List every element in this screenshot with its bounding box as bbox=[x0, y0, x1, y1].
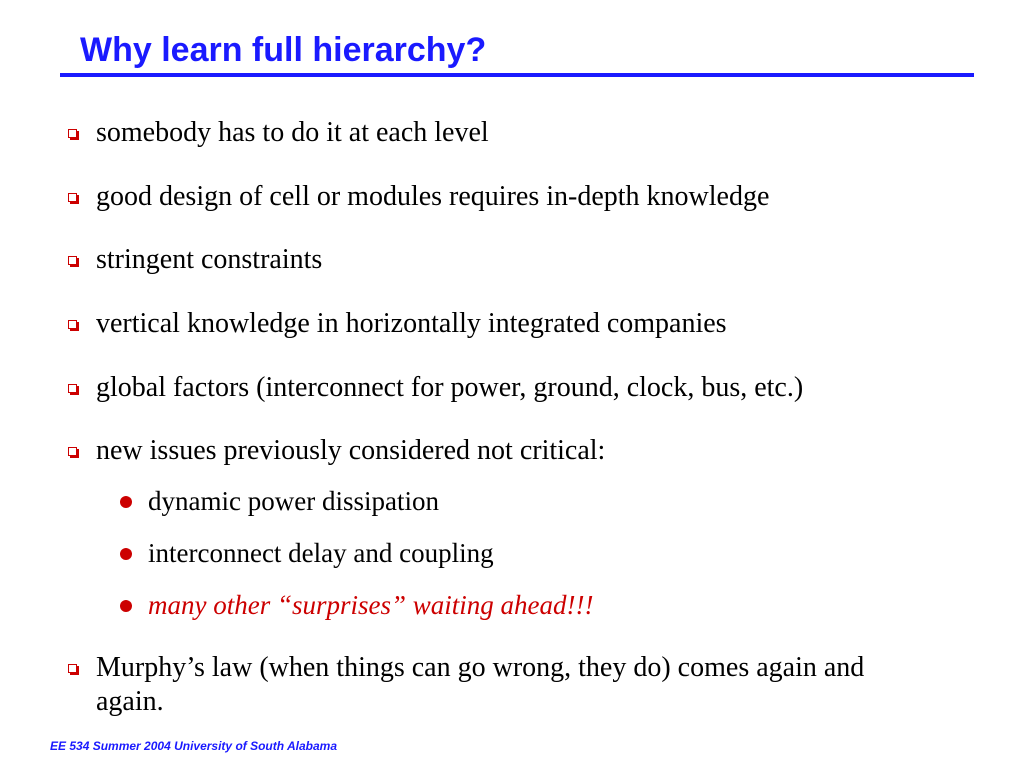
bullet-item bbox=[68, 180, 769, 214]
bullet-item bbox=[68, 651, 926, 719]
sub-bullet-item bbox=[120, 588, 594, 622]
bullet-text: global factors (interconnect for power, ground, clock, bus, etc.) bbox=[96, 372, 804, 403]
sub-bullet-text: dynamic power dissipation bbox=[148, 486, 439, 516]
dot-bullet-icon bbox=[120, 600, 132, 612]
dot-bullet-icon bbox=[120, 496, 132, 508]
square-bullet-icon bbox=[68, 447, 77, 456]
dot-bullet-icon bbox=[120, 548, 132, 560]
square-bullet-icon bbox=[68, 256, 77, 265]
bullet-item bbox=[68, 116, 489, 150]
bullet-item bbox=[68, 307, 727, 341]
bullet-text: new issues previously considered not critical: bbox=[96, 435, 606, 466]
square-bullet-icon bbox=[68, 384, 77, 393]
square-bullet-icon bbox=[68, 193, 77, 202]
slide-title: Why learn full hierarchy? bbox=[80, 31, 487, 69]
square-bullet-icon bbox=[68, 320, 77, 329]
square-bullet-icon bbox=[68, 664, 77, 673]
bullet-item bbox=[68, 243, 322, 277]
slide-footer: EE 534 Summer 2004 University of South Alabama bbox=[50, 739, 337, 753]
sub-bullet-text: interconnect delay and coupling bbox=[148, 538, 494, 568]
bullet-text: good design of cell or modules requires in-depth knowledge bbox=[96, 181, 770, 212]
bullet-text: stringent constraints bbox=[96, 244, 323, 275]
sub-bullet-text-highlight: many other “surprises” waiting ahead!!! bbox=[148, 590, 594, 620]
bullet-item bbox=[68, 371, 803, 405]
square-bullet-icon bbox=[68, 129, 77, 138]
bullet-text: vertical knowledge in horizontally integrated companies bbox=[96, 308, 727, 339]
bullet-text: somebody has to do it at each level bbox=[96, 117, 489, 148]
bullet-text: Murphy’s law (when things can go wrong, they do) comes again and again. bbox=[96, 652, 865, 717]
sub-bullet-item bbox=[120, 536, 494, 570]
bullet-item bbox=[68, 434, 605, 468]
sub-bullet-item bbox=[120, 484, 439, 518]
